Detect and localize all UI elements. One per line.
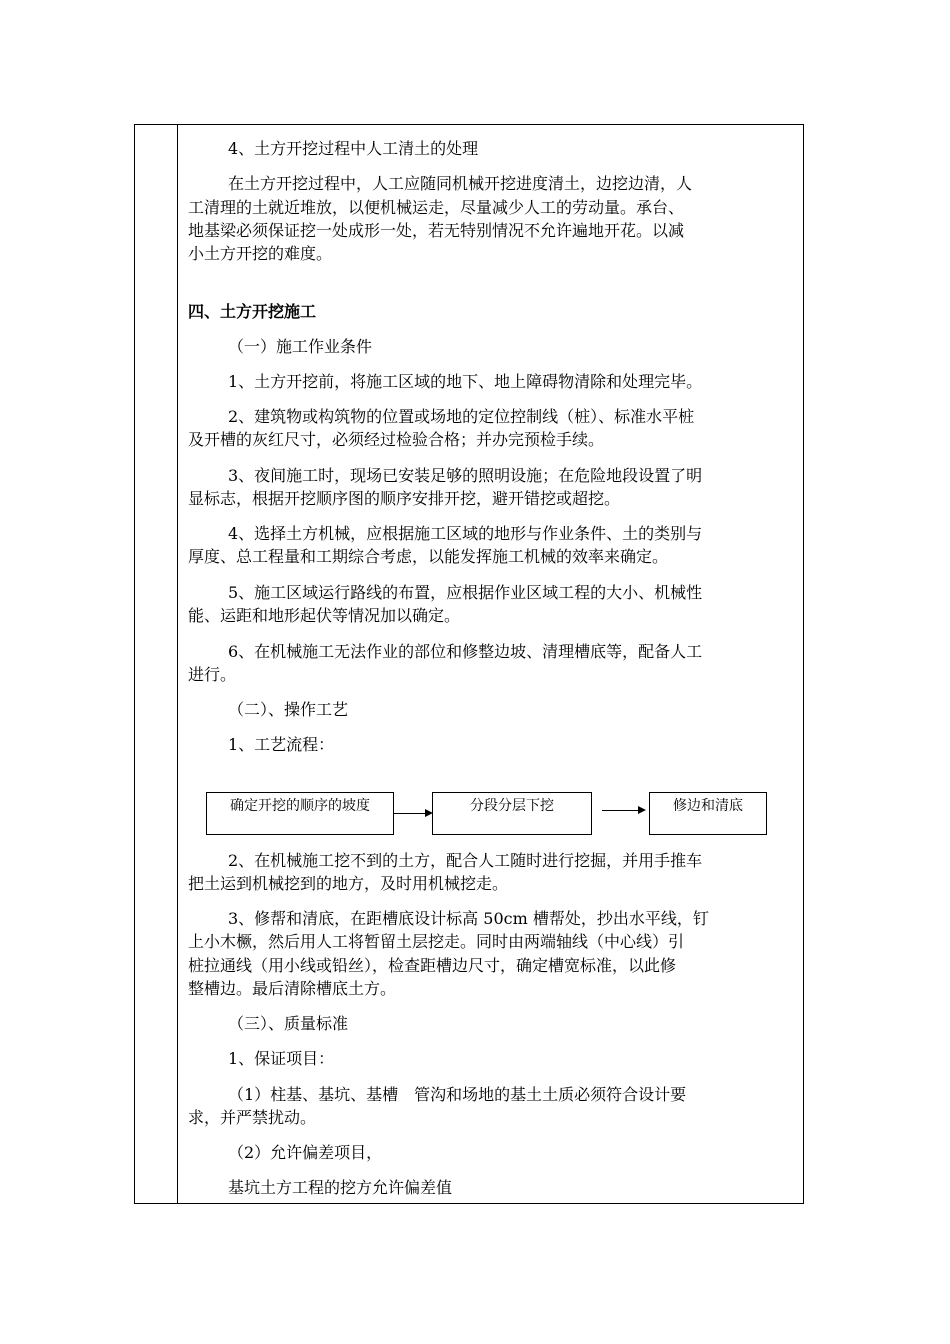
section-title: 四、土方开挖施工 <box>188 302 317 321</box>
flow-box-3: 修边和清底 <box>649 792 767 835</box>
step2-line-2: 把土运到机械挖到的地方，及时用机械挖走。 <box>188 874 509 893</box>
step3-line-1: 3、修帮和清底，在距槽底设计标高 50cm 槽帮处，抄出水平线，钉 <box>228 909 709 928</box>
cond5-line-2: 能、运距和地形起伏等情况加以确定。 <box>188 606 461 625</box>
step3-line-3: 桩拉通线（用小线或铅丝），检查距槽边尺寸，确定槽宽标准，以此修 <box>188 956 677 975</box>
cond2-line-2: 及开槽的灰红尺寸，必须经过检验合格；并办完预检手续。 <box>188 430 605 449</box>
left-column <box>135 125 178 1203</box>
guarantee-heading: 1、保证项目： <box>228 1049 335 1068</box>
item4-para-line-1: 在土方开挖过程中，人工应随同机械开挖进度清土，边挖边清，人 <box>228 174 693 193</box>
sub-heading-3: （三）、质量标准 <box>228 1014 349 1033</box>
item4-heading: 4、土方开挖过程中人工清土的处理 <box>228 139 479 158</box>
step2-line-1: 2、在机械施工挖不到的土方，配合人工随时进行挖掘，并用手推车 <box>228 851 703 870</box>
step3-line-4: 整槽边。最后清除槽底土方。 <box>188 979 397 998</box>
item4-para-line-4: 小土方开挖的难度。 <box>188 244 333 263</box>
flow-box-2: 分段分层下挖 <box>432 792 592 835</box>
cond3-line-2: 显标志，根据开挖顺序图的顺序安排开挖，避开错挖或超挖。 <box>188 489 621 508</box>
cond4-line-1: 4、选择土方机械，应根据施工区域的地形与作业条件、土的类别与 <box>228 524 703 543</box>
cond6-line-1: 6、在机械施工无法作业的部位和修整边坡、清理槽底等，配备人工 <box>228 642 703 661</box>
item4-para-line-2: 工清理的土就近堆放，以便机械运走，尽量减少人工的劳动量。承台、 <box>188 198 685 217</box>
guarantee-item1-line-2: 求，并严禁扰动。 <box>188 1108 317 1127</box>
guarantee-item1-line-1: （1）柱基、基坑、基槽 管沟和场地的基土土质必须符合设计要 <box>228 1085 687 1104</box>
cond1-line-1: 1、土方开挖前，将施工区域的地下、地上障碍物清除和处理完毕。 <box>228 372 703 391</box>
deviation-caption: 基坑土方工程的挖方允许偏差值 <box>228 1178 453 1197</box>
flow-arrow-1 <box>394 813 425 814</box>
cond6-line-2: 进行。 <box>188 665 237 684</box>
cond4-line-2: 厚度、总工程量和工期综合考虑，以能发挥施工机械的效率来确定。 <box>188 547 669 566</box>
item4-para-line-3: 地基梁必须保证挖一处成形一处，若无特别情况不允许遍地开花。以减 <box>188 221 685 240</box>
flow-arrowhead-2 <box>638 806 646 814</box>
guarantee-item2: （2）允许偏差项目， <box>228 1143 383 1162</box>
flow-title: 1、工艺流程： <box>228 735 335 754</box>
sub-heading-1: （一）施工作业条件 <box>228 337 373 356</box>
cond5-line-1: 5、施工区域运行路线的布置，应根据作业区域工程的大小、机械性 <box>228 583 703 602</box>
flow-arrow-2 <box>602 810 638 811</box>
cond3-line-1: 3、夜间施工时，现场已安装足够的照明设施；在危险地段设置了明 <box>228 466 703 485</box>
sub-heading-2: （二）、操作工艺 <box>228 700 349 719</box>
step3-line-2: 上小木橛，然后用人工将暂留土层挖走。同时由两端轴线（中心线）引 <box>188 932 685 951</box>
cond2-line-1: 2、建筑物或构筑物的位置或场地的定位控制线（桩）、标准水平桩 <box>228 407 695 426</box>
flow-box-1: 确定开挖的顺序的坡度 <box>206 792 394 835</box>
